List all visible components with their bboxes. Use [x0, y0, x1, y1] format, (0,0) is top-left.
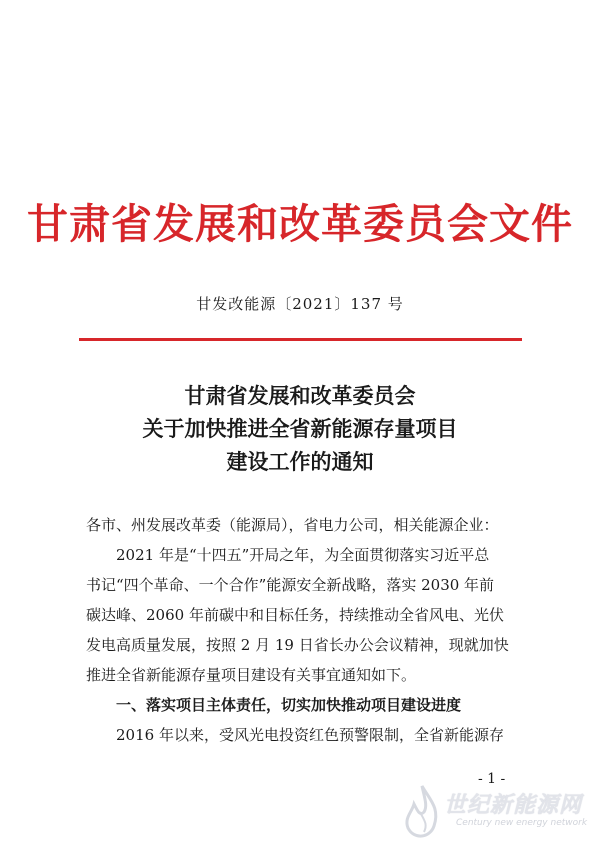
notice-title-line: 建设工作的通知: [226, 449, 374, 474]
document-header-title: 甘肃省发展和改革委员会文件: [27, 200, 573, 248]
page-number: - 1 -: [478, 771, 506, 787]
paragraph-line: 书记“四个革命、一个合作”能源安全新战略，落实 2030 年前: [86, 576, 495, 594]
paragraph-line: 2021 年是“十四五”开局之年，为全面贯彻落实习近平总: [116, 546, 490, 564]
paragraph-line: 推进全省新能源存量项目建设有关事宜通知如下。: [86, 666, 417, 684]
red-divider-line: [79, 338, 522, 341]
paragraph-line: 发电高质量发展，按照 2 月 19 日省长办公会议精神，现就加快: [86, 636, 509, 654]
notice-body: [86, 510, 526, 750]
document-number: 甘发改能源〔2021〕137 号: [196, 295, 404, 313]
watermark-name: 世纪新能源网: [444, 793, 583, 818]
flame-logo-icon: [400, 782, 444, 844]
section-text: 2016 年以来，受风光电投资红色预警限制，全省新能源存: [116, 726, 504, 744]
watermark: [400, 780, 600, 848]
paragraph-line: 碳达峰、2060 年前碳中和目标任务，持续推动全省风电、光伏: [86, 606, 504, 624]
notice-title-line: 关于加快推进全省新能源存量项目: [142, 416, 458, 441]
notice-title-line: 甘肃省发展和改革委员会: [184, 383, 416, 408]
salutation: 各市、州发展改革委（能源局），省电力公司，相关能源企业：: [86, 516, 499, 534]
section-heading: 一、落实项目主体责任，切实加快推动项目建设进度: [116, 696, 462, 714]
notice-title: [0, 379, 600, 478]
watermark-url: Century new energy network: [456, 818, 588, 828]
